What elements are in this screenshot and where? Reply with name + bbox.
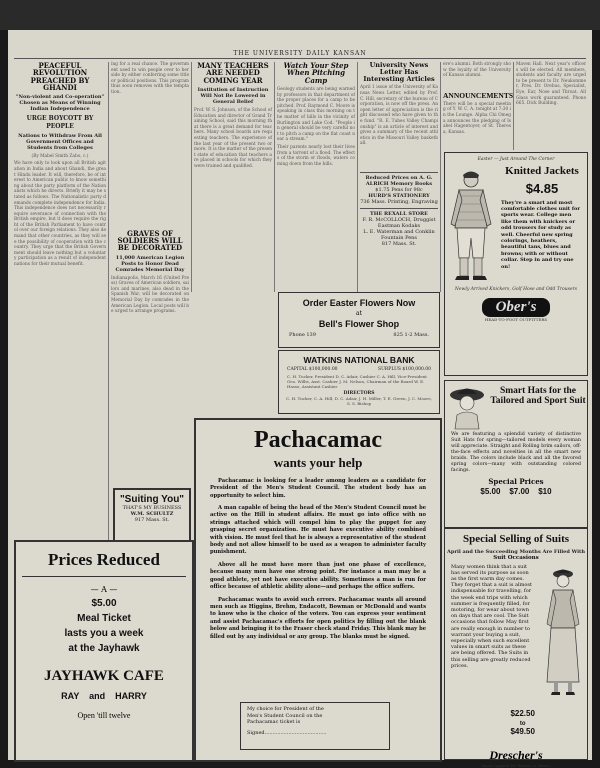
masthead: THE UNIVERSITY DAILY KANSAN (233, 50, 367, 57)
ad-tagline: HEAD-TO-FOOT OUTFITTERS (484, 317, 548, 322)
column-rule (440, 62, 441, 292)
column-rule (191, 62, 192, 292)
subhead: Institution of Instruction Will Not Be Lowered in General Belief (197, 87, 269, 106)
ad-line: Eastman Kodaks (377, 223, 421, 230)
article-body: Their parents nearly lost their lives from a torrent of a flood. The effects of the storm or floods, waters coming down from the hills. (277, 144, 355, 167)
bank-surplus: SURPLUS $100,000.00 (378, 367, 431, 372)
headline: University News Letter Has Interesting Articles (363, 61, 435, 83)
ad-title: Smart Hats for the Tailored and Sport Suit (490, 386, 586, 406)
article-body: ing for a real chance. The government used to win people over to her side by either conferring some title or political positions. This program thus soon removes with the temptation. (111, 62, 189, 95)
column-rule (513, 62, 514, 150)
ad-at: at (356, 310, 362, 317)
ad-title: "Suiting You" (119, 494, 185, 505)
ad-price: $4.85 (525, 180, 559, 196)
form-line: My choice for President of the (247, 706, 324, 712)
ad-line: $1.75 Pens for 98c (375, 187, 423, 194)
ad-line: HURD'S STATIONERY (368, 193, 430, 200)
cafe-hours: Open 'till twelve (77, 711, 131, 720)
article-body: Geology students are being warned by professors in that department of the proper places for a camp to be pitched. Prof. Raymond C. Moore is speaking in class this morning on the matter of hills in the vicinity of Burlington and Lake Cod. "People in general should be very careful not to pitch a camp on the flat coast near a stream." (277, 87, 355, 143)
form-line: Pachacamac ticket is (247, 719, 301, 725)
ad-paragraph: A man capable of being the head of the Men's Student Council must be active on the Hill in student affairs. He must go into office with no strings attached which will compel him to play the puppet for any grasping secret organization. He must have executive ability combined with vision. He must feel that he is always a representative of the student body and not allow himself to be used as a weapon to administer faculty punishment. (210, 505, 426, 556)
signed-line[interactable]: Signed....................................... (247, 729, 327, 736)
woman-in-hat-illustration (445, 381, 489, 429)
cafe-name: JAYHAWK CAFE (44, 668, 164, 684)
shop-name: Bell's Flower Shop (318, 319, 400, 329)
headline: PEACEFUL REVOLUTION PREACHED BY GHANDI (30, 61, 90, 93)
ad-title: Pachacamac (254, 427, 382, 453)
ad-sub: Suit Occasions (493, 554, 539, 561)
ad-tagline: Smart Apparel for Women & Misses (481, 762, 551, 768)
suiting-you-ad (113, 488, 191, 542)
article-body: April 1 issue of the University of Kansas News Letter, edited by Prof. C. Hill, secretary of the bureau of Corporation, is now off the press. An open letter of appreciation is the right discussed who have given to the fund. "R. E. Tubes Valley Championship" is an article of interest and gives a summary of the recent athletics in the Missouri Valley basketball. (360, 85, 438, 147)
article-peaceful-revolution (14, 62, 106, 540)
cafe-owners: RAY and HARRY (61, 691, 147, 701)
ad-title: Prices Reduced (48, 550, 160, 569)
ad-body: They're a smart and most comfortable clothes unit for sports wear. College men like them with knickers or odd trousers for study as well. Cheerful new spring colorings, heathers, beautiful tans, blues and browns; with or without collar. Step in and try one on! (501, 199, 580, 270)
ad-paragraph: Above all he must have more than just one phase of excellence, because many men have one strong point. For instance a man may be a good athlete, yet not have executive ability. Sometimes a man is run for office because of athletic ability alone—and perhaps the office suffers. (210, 561, 426, 591)
scan-border (0, 0, 600, 30)
article-watch-your-step (277, 62, 355, 292)
column-rule (108, 62, 109, 540)
announcements-body: There will be a special meeting of Y. W. C. A. tonight at 7:30 in the Lounge. Alpha Chi Omega announces the pledging of Isabel Hagentoyer, of St. Theresa, Kansas. (443, 101, 511, 135)
subhead: 11,000 American Legion Posts to Honor Dead Comrades Memorial Day (115, 254, 185, 273)
ad-body: Many women think that a suit has served its purpose as soon as the first warm day comes. They forget that a suit is almost indispensable for travelling, for the week end trips with which summer is frequently filled, for motoring, for wear about town on days that are cool. The Suit occasions that follow May first are really enough in number to warrant your buying a suit, especially when such excellent values in smart suits as these are being offered. The Suits in this selling are greatly reduced prices. (451, 563, 532, 669)
article-news-letter (360, 62, 438, 292)
subhead: "Non-violent and Co-operation" Chosen as Means of Winning Indian Independence (15, 94, 105, 113)
directors-label: DIRECTORS (343, 391, 375, 396)
ad-line: THAT'S MY BUSINESS (122, 505, 182, 511)
ad-line: F. R. McCOLLOCH, Druggist (362, 217, 436, 224)
masthead-rule (14, 58, 586, 59)
ad-title: WATKINS NATIONAL BANK (303, 355, 415, 365)
column-rule (274, 62, 275, 292)
column-rule (357, 62, 358, 292)
ad-title: THE REXALL STORE (370, 211, 428, 218)
headline: GRAVES OF SOLDIERS WILL BE DECORATED (117, 228, 183, 253)
ad-phone: Phone 139 (289, 332, 316, 338)
newspaper-page (8, 30, 592, 768)
announcements-heading: ANNOUNCEMENTS (443, 91, 514, 100)
rexall-ad (360, 208, 438, 247)
ad-body: We are featuring a splendid variety of distinctive Suit Hats for spring—tailored models every woman will appreciate. Straight and Rolling brim sailors, off-the-face effects and novelties in all the smart new braids. The colors include black and all the favored spring colors—many with outstanding colored facings. (451, 432, 581, 473)
subhead: URGE BOYCOTT BY PEOPLE (26, 115, 94, 130)
ad-line: 736 Mass. Printing, Engraving (360, 199, 438, 206)
suit-price-high: $49.50 (510, 726, 535, 736)
jayhawk-cafe-ad (14, 540, 194, 762)
man-in-jacket-illustration (445, 166, 501, 284)
bank-directors: C. H. Tucker, C. A. Hill, D. C. Adair, J. H. Miller, T. E. Green, J. C. Moore, S. S. Bishop (286, 396, 432, 406)
ad-paragraph: Pachacamac is looking for a leader among leaders as a candidate for President of the Men's Student Council. The student body has an opportunity to select him. (210, 477, 426, 499)
bank-capital: CAPITAL $100,000.00 (287, 367, 338, 372)
special-prices-label: Special Prices (488, 477, 544, 486)
ad-title: Special Selling of Suits (462, 533, 570, 545)
article-body: We have only to look upon all British agitation in India and about Ghandi, the great Hindu leader. It will, therefore, be of interest to American public to know something about the party platform of the Nationalists which he directs. Briefly it may be stated as follows. The Nationalistic party demands complete independence for India. This independence does not necessarily require severance of connection with the British empire, but it does require the right of the British Parliament to have control over our foreign relations. They also demand that other countries, as they will see the possibility of cooperation with the country. They urge that the British Government should leave nothing but a voluntary participation as a result of independent nations for their mutual benefit. (14, 161, 106, 268)
announcements-column (443, 62, 514, 150)
ad-line: L. E. Waterman and Conklin Fountain Pens (363, 229, 435, 242)
obers-logo: Ober's (482, 298, 551, 317)
pachacamac-ad (194, 418, 442, 762)
ad-line: Meal Ticket (77, 613, 131, 624)
price-to: to (519, 720, 526, 727)
special-suits-ad (444, 528, 588, 768)
article-many-teachers (194, 62, 272, 422)
article-body: Maven Hall. Next year's officers will be elected. All members, students and faculty are urged to be present to Dr. Neukommer, Pres. Dr. Orebus, Specialist, Eye, Ear, Nose and Throat. All Glass work guaranteed. Phone 665. Dick Building. (516, 62, 586, 107)
ad-line: 817 Mass. St. (381, 241, 417, 248)
bank-officers: C. H. Tucker, President D. C. Adair, Cashier C. A. Hill, Vice-President Geo. Willis, Asst. Cashier J. M. Nelson, Chairman of the Board W. E. Hasse, Assistant Cashier (287, 374, 427, 389)
ad-subtitle: wants your help (273, 455, 363, 471)
drescher-logo: Drescher's (489, 747, 543, 762)
article-body: Indianapolis, March 16 (United Press) Graves of American soldiers, sailors and marines, also dead in the Spanish War, will be decorated on Memorial Day by comrades in the American Legion. Local posts will be urged to arrange programs. (111, 275, 189, 315)
ad-line: — A — (90, 585, 118, 594)
ad-title: Order Easter Flowers Now (302, 298, 416, 308)
ad-address: 825 1-2 Mass. (393, 332, 429, 338)
ad-title: Reduced Prices on A. G. ALRICH Memory Books (365, 175, 433, 188)
byline: (By Mabel Smith Zabo, c.) (31, 153, 89, 159)
suit-price-low: $22.50 (510, 708, 535, 718)
ballot-form[interactable] (240, 702, 390, 750)
easter-flowers-ad (278, 292, 440, 348)
subhead: Nations to Withdraw From All Government Offices and Students from Colleges (18, 132, 102, 151)
smart-hats-ad (444, 380, 588, 528)
headline: Watch Your Step When Pitching Camp (283, 61, 349, 85)
ad-line: 917 Mass. St. (134, 517, 170, 523)
article-column-2 (111, 62, 189, 542)
ad-line: lasts you a week (64, 628, 144, 639)
watkins-bank-ad (278, 350, 440, 414)
ad-paragraph: Pachacamac wants to avoid such errors. Pachacamac wants all around men such as Higgins, Brehm, Endacott, Bowman or McDonald and wants to know who is the choice of the voters. You can express your sentiment and assist Pachacamac's efforts for open politics by filling out the blank below and bringing it to the Fraser check stand Friday. This blank may be filled out by any individual or any group. The blanks must be signed. (210, 596, 426, 640)
article-right-top (516, 62, 586, 150)
stationery-ad (360, 172, 438, 205)
ad-header: Easter — Just Around The Corner (477, 157, 555, 162)
ad-line: W.M. SCHULTZ (130, 511, 174, 517)
hat-prices: $5.00 $7.00 $10 (480, 487, 552, 497)
form-line: Men's Student Council on the (247, 712, 323, 719)
article-body: Prof. W. S. Johnson, of the School of Education and director of Grand Training School, said this morning that there is a great demand for teachers. Many school boards are requesting teachers. The experience of the last year of the present two or more. It is the matter of the present state of education that teachers are placed in schools for which they were trained and qualified. (194, 108, 272, 169)
ad-sub: April and the Succeeding Months Are Filled With (447, 548, 585, 555)
obers-ad (444, 152, 588, 376)
article-body: ere's alumni. Both strongly show the loyalty of the University of Kansas alumni. (443, 62, 511, 79)
ad-title: Knitted Jackets (505, 165, 579, 177)
ad-small-text: Newly Arrived Knickers, Golf Hose and Odd Trousers (454, 287, 578, 292)
woman-in-suit-illustration (535, 564, 587, 698)
ad-price: $5.00 (91, 598, 117, 609)
headline: MANY TEACHERS ARE NEEDED COMING YEAR (197, 61, 269, 85)
ad-line: at the Jayhawk (68, 643, 140, 654)
